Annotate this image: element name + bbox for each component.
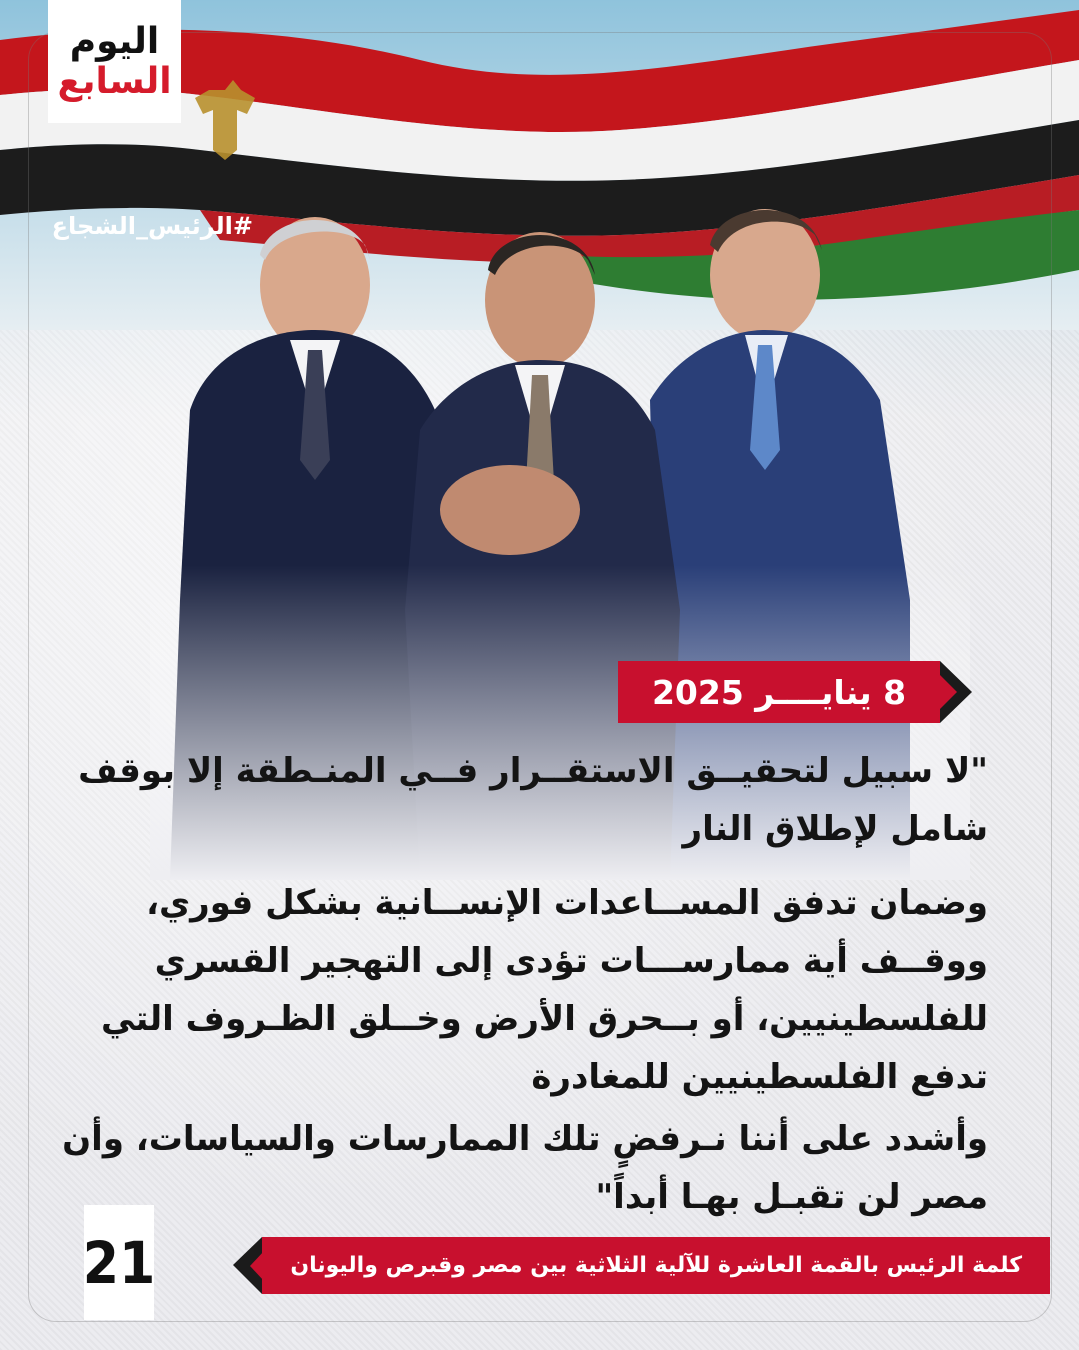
date-arrow-inner-icon xyxy=(940,675,957,709)
logo-line-1: اليوم xyxy=(69,20,160,62)
quote-paragraph-3: وأشدد على أننا نـرفضٍ تلك الممارسات والسياسات، وأن مصر لن تقبـل بهـا أبداً" xyxy=(62,1119,988,1217)
date-label: 8 ينايــــر 2025 xyxy=(618,661,940,723)
page-number: 21 xyxy=(82,1228,156,1297)
caption-banner: كلمة الرئيس بالقمة العاشرة للآلية الثلاثية بين مصر وقبرص واليونان xyxy=(262,1237,1050,1294)
quote-paragraph-1: "لا سبيل لتحقيــق الاستقــرار فــي المنـطقة إلا بوقف شامل لإطلاق النار xyxy=(78,751,988,849)
logo-line-2: السابع xyxy=(57,60,172,102)
youm7-logo xyxy=(48,0,181,123)
quote-paragraph-2: وضمان تدفق المســاعدات الإنســانية بشكل فوري، ووقــف أية ممارســـات تؤدى إلى التهجير القسري للفلسطينيين، أو بــحرق الأرض وخــلق الظـروف التي تدفع الفلسطينيين للمغادرة xyxy=(101,883,988,1097)
hashtag: #الرئيس_الشجاع xyxy=(51,212,253,240)
